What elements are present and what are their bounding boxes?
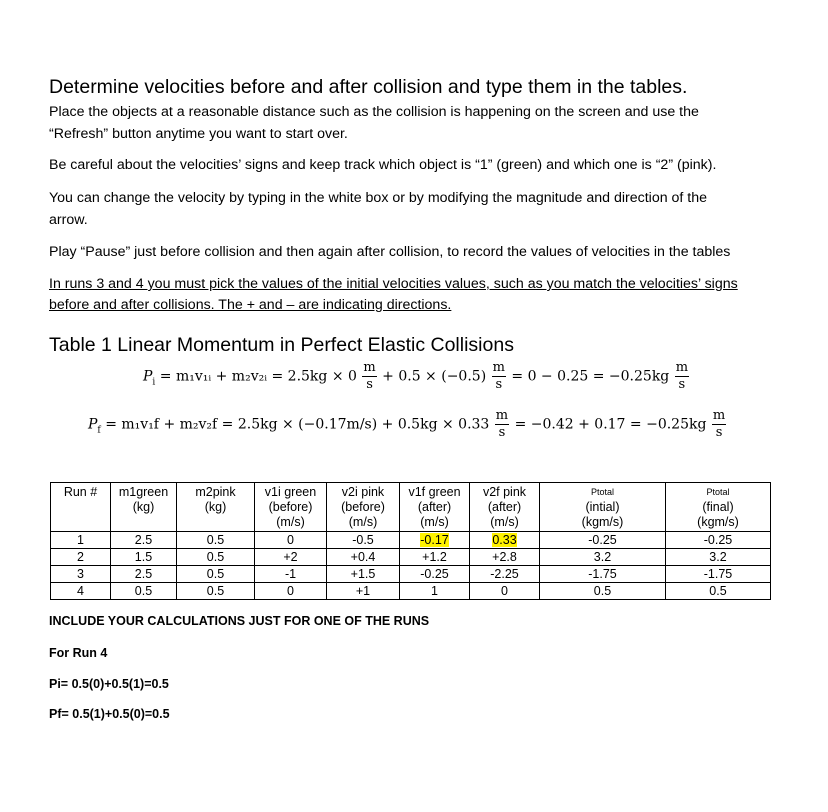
eq-symbol: P [88, 416, 98, 433]
header-v1f [400, 483, 470, 532]
table-cell: 0.5 [666, 583, 771, 600]
table-cell: 1 [51, 532, 111, 549]
table-cell: +0.4 [327, 549, 400, 566]
header-line: (m/s) [420, 515, 449, 529]
unit-num: m [495, 408, 509, 423]
header-m1 [111, 483, 177, 532]
table-cell: 0 [255, 532, 327, 549]
table-cell: 2 [51, 549, 111, 566]
unit-den: s [495, 377, 503, 392]
table-row [51, 549, 771, 566]
instruction-text: Place the objects at a reasonable distance such as the collision is happening on the screen and use the [49, 104, 699, 120]
highlighted-value: -0.17 [420, 532, 449, 547]
header-line: (m/s) [348, 515, 378, 529]
header-v1i [255, 483, 327, 532]
header-line: (kg) [204, 500, 227, 514]
table-cell: 1 [400, 583, 470, 600]
table-header-row [51, 483, 771, 532]
table-cell: -0.25 [400, 566, 470, 583]
table-cell: +1.5 [327, 566, 400, 583]
eq-part: = m₁v₁f + m₂v₂f = 2.5kg × (−0.17m/s) + 0.5kg × 0.33 [105, 416, 490, 433]
header-line: v2i pink [341, 485, 385, 499]
header-line: v2f pink [482, 485, 527, 499]
unit-fraction [675, 360, 689, 393]
instruction-text: Be careful about the velocities’ signs and keep track which object is “1” (green) and which one is “2” (pink). [49, 157, 717, 173]
header-line: (m/s) [490, 515, 519, 529]
table-cell: -2.25 [470, 566, 540, 583]
calculations-heading: INCLUDE YOUR CALCULATIONS JUST FOR ONE OF THE RUNS [49, 614, 430, 628]
instruction-text: arrow. [49, 212, 88, 228]
header-line: v1f green [408, 485, 461, 499]
header-v2i [327, 483, 400, 532]
header-line: (kg) [132, 500, 155, 514]
header-run [51, 483, 111, 532]
header-line: Run # [63, 485, 98, 499]
table-cell: 0 [255, 583, 327, 600]
table-cell: 3 [51, 566, 111, 583]
table-cell: -1.75 [666, 566, 771, 583]
header-m2 [177, 483, 255, 532]
page-heading: Determine velocities before and after collision and type them in the tables. [49, 76, 688, 98]
header-line: (kgm/s) [697, 515, 739, 529]
table-cell [400, 532, 470, 549]
table-cell: -1 [255, 566, 327, 583]
unit-den: s [715, 425, 723, 440]
runs-note: In runs 3 and 4 you must pick the values of the initial velocities values, such as you match the velocities’ signs [49, 276, 738, 292]
instruction-text: Play “Pause” just before collision and then again after collision, to record the values of velocities in the tables [49, 244, 731, 260]
header-line: Ptotal [706, 487, 730, 497]
eq-part: = −0.42 + 0.17 = −0.25kg [514, 416, 707, 433]
highlighted-value: 0.33 [492, 532, 517, 547]
table-cell: 0.5 [540, 583, 666, 600]
header-p-final [666, 483, 771, 532]
momentum-table [50, 482, 771, 600]
unit-fraction [712, 408, 726, 441]
table-cell: -1.75 [540, 566, 666, 583]
table-cell: 0.5 [177, 549, 255, 566]
calc-run-label: For Run 4 [49, 646, 108, 660]
table-cell: 0 [470, 583, 540, 600]
table-cell: 0.5 [177, 532, 255, 549]
header-line: (intial) [585, 500, 620, 514]
unit-fraction [362, 360, 376, 393]
header-line: (after) [487, 500, 522, 514]
table-cell: 4 [51, 583, 111, 600]
header-line: (final) [702, 500, 734, 514]
unit-fraction [495, 408, 509, 441]
table-cell: 0.5 [177, 583, 255, 600]
table-cell: +2.8 [470, 549, 540, 566]
equation-p-initial [143, 360, 690, 393]
header-line: m2pink [195, 485, 236, 499]
table-cell: 2.5 [111, 532, 177, 549]
eq-subscript: f [97, 425, 101, 436]
unit-num: m [492, 360, 505, 375]
table-cell: -0.5 [327, 532, 400, 549]
eq-symbol: P [143, 368, 153, 385]
header-line: m1green [118, 485, 169, 499]
instruction-text: You can change the velocity by typing in the white box or by modifying the magnitude and direction of the [49, 190, 708, 206]
header-line: (before) [268, 500, 313, 514]
eq-part: + 0.5 × (−0.5) [382, 368, 487, 385]
header-line: Ptotal [590, 487, 614, 497]
instruction-text: “Refresh” button anytime you want to start over. [49, 126, 348, 142]
eq-subscript: i [152, 377, 156, 388]
unit-den: s [498, 425, 506, 440]
table-cell: -0.25 [666, 532, 771, 549]
equation-p-final [88, 408, 727, 441]
calc-p-initial: Pi= 0.5(0)+0.5(1)=0.5 [49, 677, 169, 691]
table-row [51, 583, 771, 600]
calc-p-final: Pf= 0.5(1)+0.5(0)=0.5 [49, 707, 170, 721]
unit-den: s [366, 377, 373, 392]
unit-den: s [678, 377, 686, 392]
eq-part: = 0 − 0.25 = −0.25kg [511, 368, 670, 385]
table-cell: 3.2 [540, 549, 666, 566]
header-line: v1i green [264, 485, 317, 499]
table-row [51, 566, 771, 583]
table-cell: -0.25 [540, 532, 666, 549]
table-cell: 3.2 [666, 549, 771, 566]
header-line: (before) [341, 500, 385, 514]
table-cell: 2.5 [111, 566, 177, 583]
table-title: Table 1 Linear Momentum in Perfect Elastic Collisions [49, 334, 514, 356]
table-cell: +2 [255, 549, 327, 566]
unit-num: m [363, 360, 376, 375]
unit-num: m [712, 408, 726, 423]
table-cell: 0.5 [177, 566, 255, 583]
header-line: (m/s) [276, 515, 305, 529]
table-row [51, 532, 771, 549]
table-cell [470, 532, 540, 549]
header-p-initial [540, 483, 666, 532]
table-cell: 1.5 [111, 549, 177, 566]
runs-note: before and after collisions. The + and – are indicating directions. [49, 297, 452, 313]
table-cell: +1 [327, 583, 400, 600]
header-line: (after) [417, 500, 452, 514]
table-cell: +1.2 [400, 549, 470, 566]
header-v2f [470, 483, 540, 532]
eq-part: = m₁v₁ᵢ + m₂v₂ᵢ = 2.5kg × 0 [159, 368, 357, 385]
unit-num: m [675, 360, 689, 375]
table-cell: 0.5 [111, 583, 177, 600]
unit-fraction [492, 360, 506, 393]
header-line: (kgm/s) [581, 515, 624, 529]
